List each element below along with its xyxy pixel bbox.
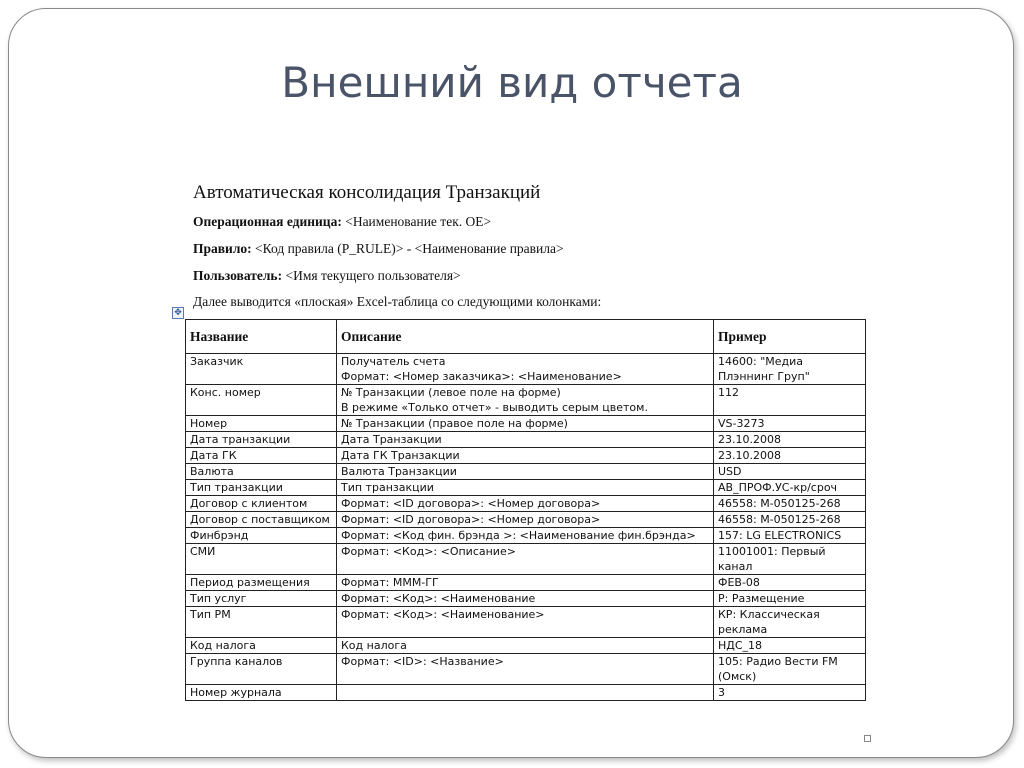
rule-line: [193, 241, 564, 257]
cell-example: КР: Классическая реклама: [714, 607, 866, 638]
table-row: [186, 385, 866, 416]
header-description: Описание: [337, 320, 714, 354]
operational-unit-label: Операционная единица:: [193, 214, 342, 229]
cell-example: 23.10.2008: [714, 432, 866, 448]
cell-example: Р: Размещение: [714, 591, 866, 607]
table-row: [186, 448, 866, 464]
cell-example: ФЕВ-08: [714, 575, 866, 591]
cell-name: СМИ: [186, 544, 337, 575]
cell-name: Код налога: [186, 638, 337, 654]
slide-title: Внешний вид отчета: [281, 58, 743, 107]
rule-label: Правило:: [193, 241, 252, 256]
cell-example: 157: LG ELECTRONICS: [714, 528, 866, 544]
cell-name: Валюта: [186, 464, 337, 480]
cell-example: 105: Радио Вести FM (Омск): [714, 654, 866, 685]
move-handle-icon[interactable]: ✥: [172, 307, 184, 319]
cell-description: № Транзакции (левое поле на форме) В режиме «Только отчет» - выводить серым цветом.: [337, 385, 714, 416]
cell-name: Тип РМ: [186, 607, 337, 638]
cell-description: Код налога: [337, 638, 714, 654]
cell-name: Тип услуг: [186, 591, 337, 607]
table-header-row: [186, 320, 866, 354]
cell-example: 11001001: Первый канал: [714, 544, 866, 575]
cell-description: Формат: МММ-ГГ: [337, 575, 714, 591]
cell-name: Дата ГК: [186, 448, 337, 464]
user-line: [193, 268, 461, 284]
document-heading: Автоматическая консолидация Транзакций: [193, 182, 541, 203]
table-row: [186, 591, 866, 607]
table-row: [186, 528, 866, 544]
cell-name: Финбрэнд: [186, 528, 337, 544]
cell-name: Номер: [186, 416, 337, 432]
cell-example: 112: [714, 385, 866, 416]
cell-description: Формат: <Код>: <Описание>: [337, 544, 714, 575]
header-example: Пример: [714, 320, 866, 354]
cell-description: Формат: <ID договора>: <Номер договора>: [337, 496, 714, 512]
cell-name: Конс. номер: [186, 385, 337, 416]
cell-name: Дата транзакции: [186, 432, 337, 448]
table-row: [186, 464, 866, 480]
cell-description: Получатель счета Формат: <Номер заказчика>: <Наименование>: [337, 354, 714, 385]
cell-description: Дата ГК Транзакции: [337, 448, 714, 464]
cell-description: Валюта Транзакции: [337, 464, 714, 480]
table-row: [186, 685, 866, 701]
cell-example: 46558: М-050125-268: [714, 496, 866, 512]
cell-example: 14600: "Медиа Плэннинг Груп": [714, 354, 866, 385]
table-row: [186, 638, 866, 654]
cell-description: Тип транзакции: [337, 480, 714, 496]
table-row: [186, 607, 866, 638]
cell-example: 3: [714, 685, 866, 701]
rule-value: <Код правила (P_RULE)> - <Наименование правила>: [251, 241, 564, 256]
header-name: Название: [186, 320, 337, 354]
table-row: [186, 512, 866, 528]
table-row: [186, 654, 866, 685]
cell-description: Формат: <Код фин. брэнда >: <Наименование фин.брэнда>: [337, 528, 714, 544]
table-row: [186, 354, 866, 385]
cell-description: Формат: <ID договора>: <Номер договора>: [337, 512, 714, 528]
table-row: [186, 544, 866, 575]
cell-example: 23.10.2008: [714, 448, 866, 464]
cell-example: 46558: М-050125-268: [714, 512, 866, 528]
cell-description: Формат: <Код>: <Наименование: [337, 591, 714, 607]
report-columns-table: [185, 319, 866, 701]
cell-name: Тип транзакции: [186, 480, 337, 496]
table-row: [186, 432, 866, 448]
cell-example: USD: [714, 464, 866, 480]
table-row: [186, 480, 866, 496]
cell-description: Дата Транзакции: [337, 432, 714, 448]
cell-name: Группа каналов: [186, 654, 337, 685]
cell-example: VS-3273: [714, 416, 866, 432]
cell-example: АВ_ПРОФ.УС-кр/сроч: [714, 480, 866, 496]
operational-unit-line: [193, 214, 491, 230]
resize-handle-icon[interactable]: [864, 735, 871, 742]
cell-name: Договор с поставщиком: [186, 512, 337, 528]
cell-name: Договор с клиентом: [186, 496, 337, 512]
operational-unit-value: <Наименование тек. ОЕ>: [341, 214, 492, 229]
cell-description: [337, 685, 714, 701]
table-body: [186, 354, 866, 701]
table-row: [186, 575, 866, 591]
cell-name: Номер журнала: [186, 685, 337, 701]
user-value: <Имя текущего пользователя>: [282, 268, 461, 283]
cell-name: Период размещения: [186, 575, 337, 591]
user-label: Пользователь:: [193, 268, 283, 283]
cell-description: Формат: <ID>: <Название>: [337, 654, 714, 685]
cell-name: Заказчик: [186, 354, 337, 385]
intro-line: Далее выводится «плоская» Excel-таблица со следующими колонками:: [193, 294, 602, 309]
cell-description: Формат: <Код>: <Наименование>: [337, 607, 714, 638]
table-row: [186, 416, 866, 432]
cell-description: № Транзакции (правое поле на форме): [337, 416, 714, 432]
cell-example: НДС_18: [714, 638, 866, 654]
table-row: [186, 496, 866, 512]
